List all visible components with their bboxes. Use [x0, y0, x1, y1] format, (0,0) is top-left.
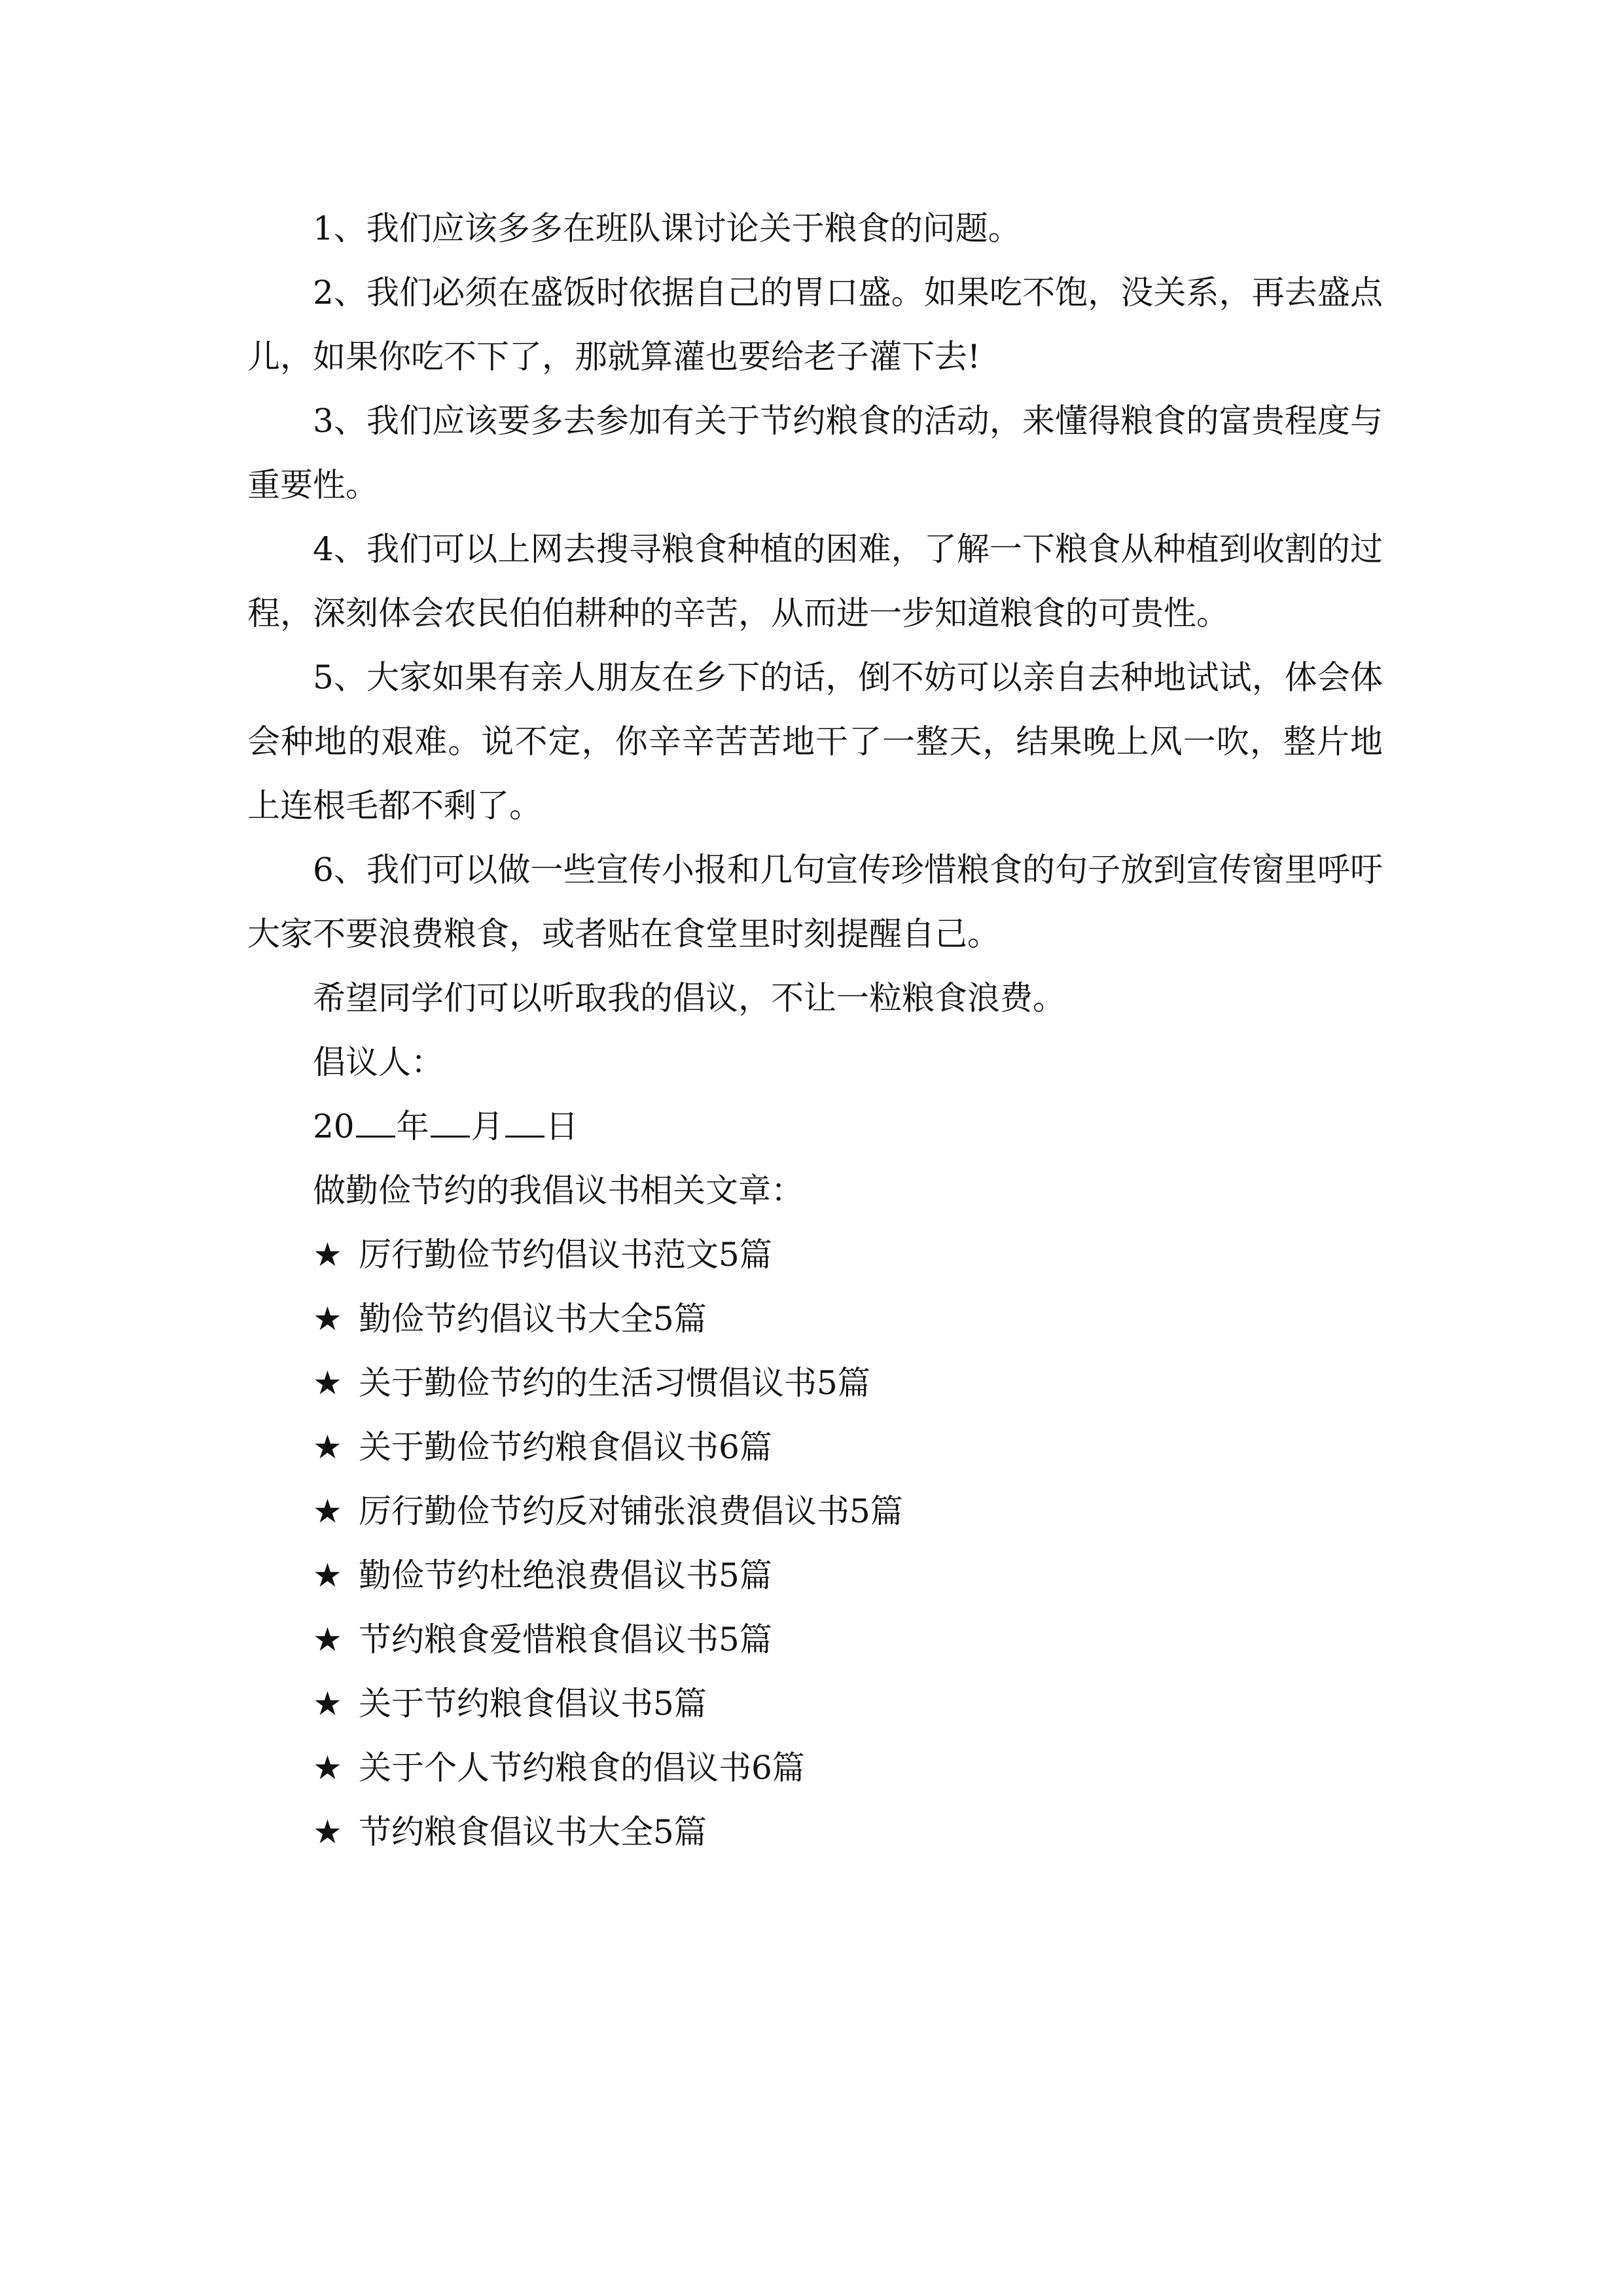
related-link-text: 节约粮食爱惜粮食倡议书5篇 [359, 1621, 772, 1659]
related-link[interactable] [247, 1415, 1383, 1479]
related-link[interactable] [247, 1736, 1383, 1800]
date-line [247, 1094, 1383, 1158]
related-link-text: 厉行勤俭节约倡议书范文5篇 [359, 1236, 772, 1274]
star-icon: ★ [313, 1749, 342, 1787]
date-year-prefix: 20 [313, 1107, 355, 1145]
related-link[interactable] [247, 1607, 1383, 1672]
related-link-text: 关于节约粮食倡议书5篇 [359, 1685, 707, 1723]
related-link-text: 勤俭节约倡议书大全5篇 [359, 1300, 707, 1338]
star-icon: ★ [313, 1685, 342, 1723]
related-link-text: 节约粮食倡议书大全5篇 [359, 1813, 707, 1851]
date-year-label: 年 [396, 1107, 429, 1145]
related-links-list [247, 1223, 1383, 1864]
star-icon: ★ [313, 1364, 342, 1402]
paragraph-3: 3、我们应该要多去参加有关于节约粮食的活动，来懂得粮食的富贵程度与重要性。 [247, 402, 1383, 504]
star-icon: ★ [313, 1428, 342, 1466]
star-icon: ★ [313, 1621, 342, 1659]
date-day-blank [505, 1109, 544, 1138]
related-link[interactable] [247, 1543, 1383, 1607]
star-icon: ★ [313, 1556, 342, 1594]
paragraph-5: 5、大家如果有亲人朋友在乡下的话，倒不妨可以亲自去种地试试，体会体会种地的艰难。说不定，你辛辛苦苦地干了一整天，结果晚上风一吹，整片地上连根毛都不剩了。 [247, 658, 1383, 825]
date-month-blank [431, 1109, 470, 1138]
related-link[interactable] [247, 1351, 1383, 1415]
star-icon: ★ [313, 1813, 342, 1851]
date-month-label: 月 [471, 1107, 504, 1145]
paragraph-6: 6、我们可以做一些宣传小报和几句宣传珍惜粮食的句子放到宣传窗里呼吁大家不要浪费粮食，或者贴在食堂里时刻提醒自己。 [247, 851, 1383, 953]
paragraph-2: 2、我们必须在盛饭时依据自己的胃口盛。如果吃不饱，没关系，再去盛点儿，如果你吃不下了，那就算灌也要给老子灌下去! [247, 274, 1383, 376]
star-icon: ★ [313, 1492, 342, 1530]
related-link-text: 关于勤俭节约的生活习惯倡议书5篇 [359, 1364, 870, 1402]
related-link[interactable] [247, 1223, 1383, 1287]
star-icon: ★ [313, 1236, 342, 1274]
closing-appeal: 希望同学们可以听取我的倡议，不让一粒粮食浪费。 [313, 979, 1065, 1017]
date-year-blank [356, 1109, 395, 1138]
related-link[interactable] [247, 1479, 1383, 1543]
paragraph-4: 4、我们可以上网去搜寻粮食种植的困难，了解一下粮食从种植到收割的过程，深刻体会农民伯伯耕种的辛苦，从而进一步知道粮食的可贵性。 [247, 530, 1383, 632]
date-day-label: 日 [545, 1107, 579, 1145]
related-link-text: 厉行勤俭节约反对铺张浪费倡议书5篇 [359, 1492, 903, 1530]
related-link-text: 关于勤俭节约粮食倡议书6篇 [359, 1428, 772, 1466]
related-link[interactable] [247, 1287, 1383, 1351]
paragraph-1: 1、我们应该多多在班队课讨论关于粮食的问题。 [313, 209, 1021, 247]
related-link[interactable] [247, 1672, 1383, 1736]
related-link-text: 关于个人节约粮食的倡议书6篇 [359, 1749, 805, 1787]
related-link[interactable] [247, 1800, 1383, 1864]
proposer-label: 倡议人： [313, 1043, 444, 1081]
star-icon: ★ [313, 1300, 342, 1338]
related-link-text: 勤俭节约杜绝浪费倡议书5篇 [359, 1556, 772, 1594]
document-body [247, 196, 1383, 1864]
related-heading: 做勤俭节约的我倡议书相关文章： [313, 1172, 804, 1210]
